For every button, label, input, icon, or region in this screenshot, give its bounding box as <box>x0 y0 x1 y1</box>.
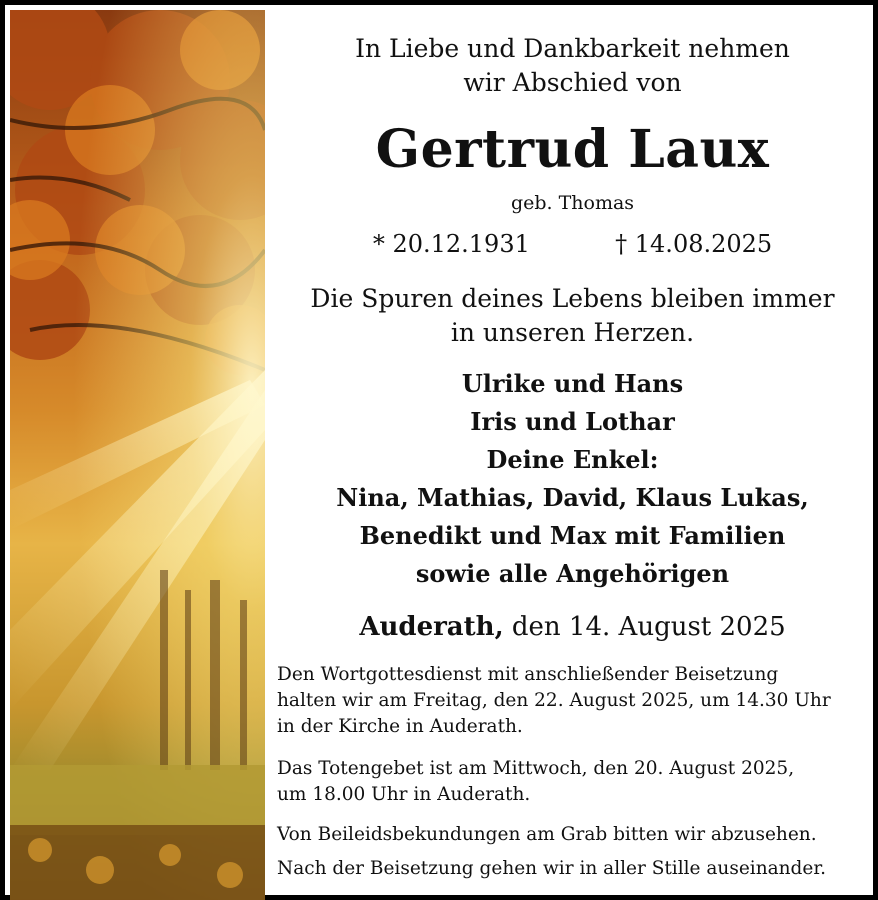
family-line: Benedikt und Max mit Familien <box>359 521 786 550</box>
family-line: Deine Enkel: <box>486 445 659 474</box>
info-line: in der Kirche in Auderath. <box>277 716 523 737</box>
family-line: Ulrike und Hans <box>461 369 684 398</box>
birth-name: geb. Thomas <box>510 192 635 214</box>
autumn-forest-photo <box>10 10 265 900</box>
intro-line-1: In Liebe und Dankbarkeit nehmen <box>355 34 790 63</box>
life-dates <box>267 229 878 259</box>
deceased-name: Gertrud Laux <box>375 119 770 180</box>
place-date-text: den 14. August 2025 <box>511 612 786 642</box>
notice-text <box>267 10 878 900</box>
family-line: sowie alle Angehörigen <box>415 559 730 588</box>
info-line: Das Totengebet ist am Mittwoch, den 20. August 2025, <box>277 758 795 779</box>
info-line: Von Beileidsbekundungen am Grab bitten wir abzusehen. <box>277 824 817 845</box>
info-line: um 18.00 Uhr in Auderath. <box>277 784 531 805</box>
info-line: halten wir am Freitag, den 22. August 2025, um 14.30 Uhr <box>277 690 831 711</box>
quote-line-1: Die Spuren deines Lebens bleiben immer <box>310 284 835 313</box>
family-line: Nina, Mathias, David, Klaus Lukas, <box>336 483 809 512</box>
family-line: Iris und Lothar <box>470 407 675 436</box>
place-town: Auderath, <box>359 612 504 642</box>
info-line: Nach der Beisetzung gehen wir in aller Stille auseinander. <box>277 858 827 879</box>
place-date <box>267 610 878 644</box>
intro-line-2: wir Abschied von <box>463 68 682 97</box>
info-line: Den Wortgottesdienst mit anschließender Beisetzung <box>277 664 779 685</box>
quote-line-2: in unseren Herzen. <box>450 318 695 347</box>
birth-date: * 20.12.1931 <box>372 230 530 258</box>
death-date: † 14.08.2025 <box>615 230 773 258</box>
